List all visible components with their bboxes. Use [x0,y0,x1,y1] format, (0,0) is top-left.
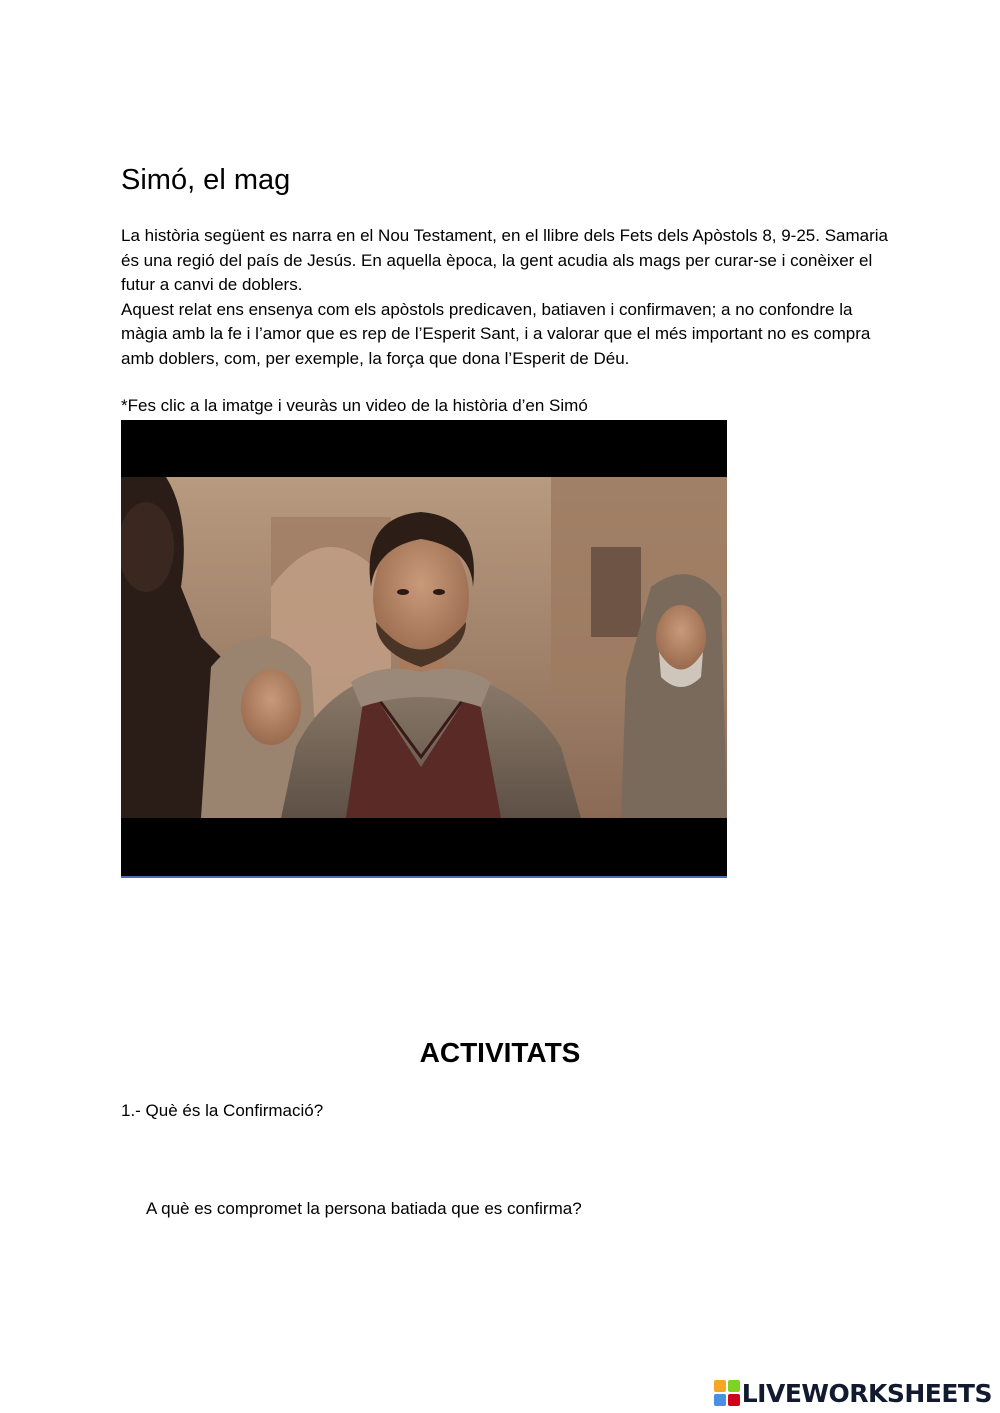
question-1: 1.- Què és la Confirmació? [121,1101,324,1120]
logo-squares-icon [714,1380,740,1406]
page-title: Simó, el mag [121,164,291,196]
answer-1-area[interactable] [121,1130,881,1180]
logo-square-2 [728,1380,740,1392]
intro-paragraph-1: La història següent es narra en el Nou Testament, en el llibre dels Fets dels Apòstols 8, 9-25. Samaria és una regió del país de Jesús. En aquella època, la gent acudia als mags per curar-se i conèixer el futur a canvi de doblers. [121,226,889,294]
logo-square-1 [714,1380,726,1392]
logo-square-3 [714,1394,726,1406]
intro-text [121,224,891,371]
intro-paragraph-2: Aquest relat ens ensenya com els apòstols predicaven, batiaven i confirmaven; a no confondre la màgia amb la fe i l’amor que es rep de l’Esperit Sant, i a valorar que el més important no es compra amb doblers, com, per exemple, la força que dona l’Esperit de Déu. [121,299,871,368]
video-thumbnail-link[interactable] [121,420,727,878]
logo-square-4 [728,1394,740,1406]
answer-2-area[interactable] [121,1228,881,1278]
question-2: A què es compromet la persona batiada que es confirma? [146,1199,582,1218]
activities-title: ACTIVITATS [419,1037,581,1068]
video-still-image [121,477,727,818]
logo-text: LIVEWORKSHEETS [741,1378,992,1408]
liveworksheets-logo [714,1377,992,1409]
video-caption: *Fes clic a la imatge i veuràs un video de la història d’en Simó [121,396,588,415]
